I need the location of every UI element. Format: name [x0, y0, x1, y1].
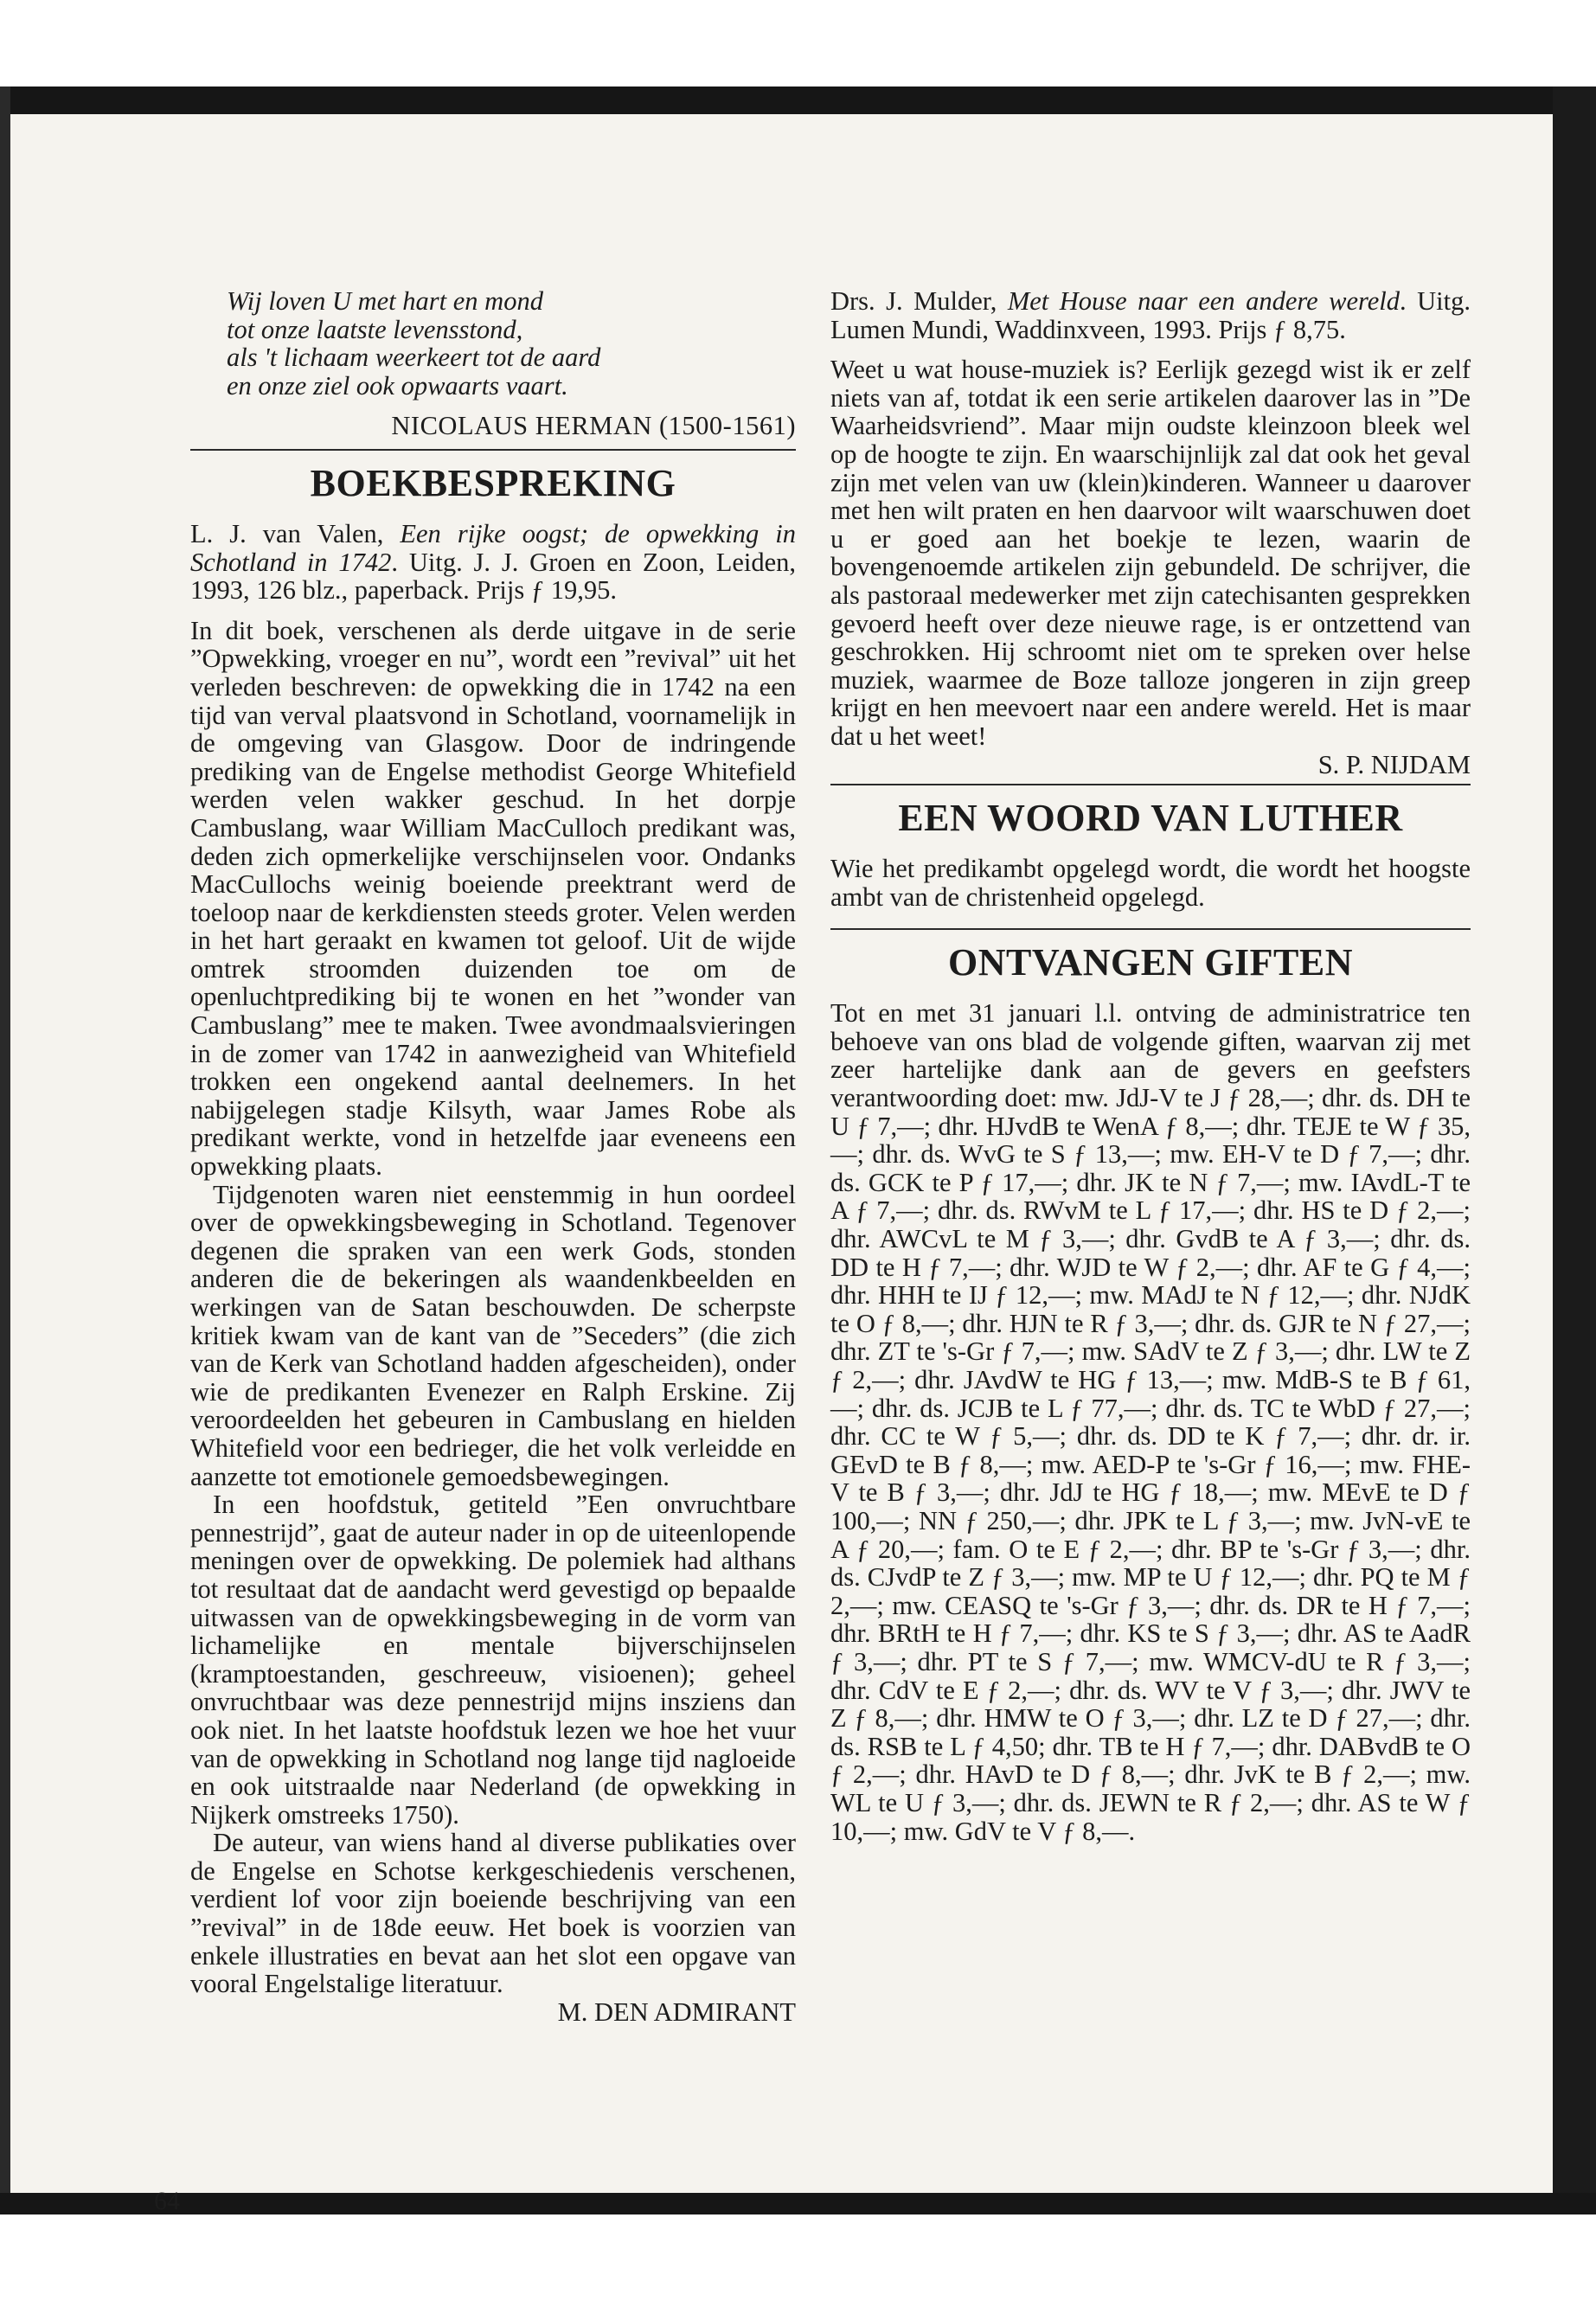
review-book-author: L. J. van Valen,	[190, 518, 401, 548]
house-paragraph: Weet u wat house-muziek is? Eerlijk gezegd wist ik er zelf niets van af, totdat ik een serie artikelen daarover las in ”De Waarheidsvriend”. Maar mijn oudste kleinzoon bleek wel op de hoogte te zijn. En waarschijnlijk zal dat ook het geval zijn met velen van uw (klein)kinderen. Wanneer u daarover met hen wilt praten en hen daarvoor wilt waarschuwen doet u er goed aan het boekje te lezen, waarin de bovengenoemde artikelen zijn gebundeld. De schrijver, die als pastoraal medewerker met zijn catechisanten gesprekken gevoerd heeft over deze nieuwe rage, is er ontzettend van geschrokken. Hij schroomt niet om te spreken over helse muziek, waarmee de Boze talloze jongeren in zijn greep krijgt en hen meevoert naar een andere wereld. Het is maar dat u het weet!	[830, 355, 1471, 751]
review-paragraph: In een hoofdstuk, getiteld ”Een onvruchtbare pennestrijd”, gaat de auteur nader in op de uiteenlopende meningen over de opwekking. De polemiek had althans tot resultaat dat de aandacht werd gevestigd op bepaalde uitwassen van de opwekkingsbeweging in de vorm van lichamelijke en mentale bijverschijnselen (kramptoestanden, geschreeuw, visioenen); geheel onvruchtbaar was deze pennestrijd mijns insziens dan ook niet. In het laatste hoofdstuk lezen we hoe het vuur van de opwekking in Schotland nog lange tijd nagloeide en ook uitstraalde naar Nederland (de opwekking in Nijkerk omstreeks 1750).	[190, 1490, 796, 1830]
luther-heading: EEN WOORD VAN LUTHER	[898, 797, 1403, 840]
poem-line: en onze ziel ook opwaarts vaart.	[227, 370, 568, 401]
right-column	[830, 287, 1471, 1845]
scan-left-border	[0, 87, 10, 2214]
review-paragraph: Tijdgenoten waren niet eenstemmig in hun oordeel over de opwekkingsbeweging in Schotland. Tegenover degenen die spraken van een werk Gods, stonden anderen die de bekeringen als waandenkbeelden en werkingen van de Satan beschouwden. De scherpste kritiek kwam van de kant van de ”Seceders” (die zich van de Kerk van Schotland hadden afgescheiden), onder wie de predikanten Evenezer en Ralph Erskine. Zij veroordeelden het gebeuren in Cambuslang en hielden Whitefield voor een bedrieger, die het volk verleidde en aanzette tot emotionele gemoedsbewegingen.	[190, 1179, 796, 1491]
poem-line: tot onze laatste levensstond,	[227, 314, 523, 344]
review-book-title: Een rijke oogst; de opwekking in Schotland in 1742	[190, 518, 796, 577]
poem-line: Wij loven U met hart en mond	[227, 286, 543, 316]
gifts-list: Tot en met 31 januari l.l. ontving de administratrice ten behoeve van ons blad de volgende giften, waarvan zij met zeer hartelijke dank aan de gevers en geefsters verantwoording doet: mw. JdJ-V te J ƒ 28,—; dhr. ds. DH te U ƒ 7,—; dhr. HJvdB te WenA ƒ 8,—; dhr. TEJE te W ƒ 35,—; dhr. ds. WvG te S ƒ 13,—; mw. EH-V te D ƒ 7,—; dhr. ds. GCK te P ƒ 17,—; dhr. JK te N ƒ 7,—; mw. IAvdL-T te A ƒ 7,—; dhr. ds. RWvM te L ƒ 17,—; dhr. HS te D ƒ 2,—; dhr. AWCvL te M ƒ 3,—; dhr. GvdB te A ƒ 3,—; dhr. ds. DD te H ƒ 7,—; dhr. WJD te W ƒ 2,—; dhr. AF te G ƒ 4,—; dhr. HHH te IJ ƒ 12,—; mw. MAdJ te N ƒ 12,—; dhr. NJdK te O ƒ 8,—; dhr. HJN te R ƒ 3,—; dhr. ds. GJR te N ƒ 27,—; dhr. ZT te 's-Gr ƒ 7,—; mw. SAdV te Z ƒ 3,—; dhr. LW te Z ƒ 2,—; dhr. JAvdW te HG ƒ 13,—; mw. MdB-S te B ƒ 61,—; dhr. ds. JCJB te L ƒ 77,—; dhr. ds. TC te WbD ƒ 27,—; dhr. CC te W ƒ 5,—; dhr. ds. DD te K ƒ 7,—; dhr. dr. ir. GEvD te B ƒ 8,—; mw. AED-P te 's-Gr ƒ 16,—; mw. FHE-V te B ƒ 3,—; dhr. JdJ te HG ƒ 18,—; mw. MEvE te D ƒ 100,—; NN ƒ 250,—; dhr. JPK te L ƒ 3,—; mw. JvN-vE te A ƒ 20,—; fam. O te E ƒ 2,—; dhr. BP te 's-Gr ƒ 3,—; dhr. ds. CJvdP te Z ƒ 3,—; mw. MP te U ƒ 12,—; dhr. PQ te M ƒ 2,—; mw. CEASQ te 's-Gr ƒ 3,—; dhr. ds. DR te H ƒ 7,—; dhr. BRtH te H ƒ 7,—; dhr. KS te S ƒ 3,—; dhr. AS te AadR ƒ 3,—; dhr. PT te S ƒ 7,—; mw. WMCV-dU te R ƒ 3,—; dhr. CdV te E ƒ 2,—; dhr. ds. WV te V ƒ 3,—; dhr. JWV te Z ƒ 8,—; dhr. HMW te O ƒ 3,—; dhr. LZ te D ƒ 27,—; dhr. ds. RSB te L ƒ 4,50; dhr. TB te H ƒ 7,—; dhr. DABvdB te O ƒ 2,—; dhr. HAvD te D ƒ 8,—; dhr. JvK te B ƒ 2,—; mw. WL te U ƒ 3,—; dhr. ds. JEWN te R ƒ 2,—; dhr. AS te W ƒ 10,—; mw. GdV te V ƒ 8,—.	[830, 998, 1471, 1846]
scan-bottom-border	[0, 2193, 1596, 2214]
review-book-details: . Uitg. J. J. Groen en Zoon, Leiden, 1993, 126 blz., paperback. Prijs ƒ 19,95.	[190, 547, 797, 606]
luther-quote: Wie het predikambt opgelegd wordt, die wordt het hoogste ambt van de christenheid opgelegd.	[830, 854, 1471, 912]
review-paragraph: In dit boek, verschenen als derde uitgave in de serie ”Opwekking, vroeger en nu”, wordt een ”revival” uit het verleden beschreven: de opwekking die in 1742 na een tijd van verval plaatsvond in Schotland, voornamelijk in de omgeving van Glasgow. Door de indringende prediking van de Engelse methodist George Whitefield werden velen wakker geschud. In het dorpje Cambuslang, waar William MacCulloch predikant was, deden zich opmerkelijke verschijnselen voor. Ondanks MacCullochs weinig boeiende preektrant werd de toeloop naar de kerkdiensten steeds groter. Velen werden in het hart geraakt en kwamen tot geloof. Uit de wijde omtrek stroomden duizenden toe om de openluchtprediking bij te wonen en het ”wonder van Cambuslang” mee te maken. Twee avondmaalsvieringen in de zomer van 1742 in aanwezigheid van Whitefield trokken een ongekend aantal deelnemers. In het nabijgelegen stadje Kilsyth, waar James Robe als predikant werkte, vond in hetzelfde jaar eveneens een opwekking plaats.	[190, 615, 796, 1182]
house-book-details: . Uitg. Lumen Mundi, Waddinxveen, 1993. Prijs ƒ 8,75.	[830, 286, 1471, 344]
poem-attribution: NICOLAUS HERMAN (1500-1561)	[391, 411, 796, 441]
poem	[227, 287, 796, 400]
gifts-heading: ONTVANGEN GIFTEN	[947, 941, 1354, 984]
review-signature: M. DEN ADMIRANT	[557, 1997, 796, 2027]
review-paragraph: De auteur, van wiens hand al diverse publikaties over de Engelse en Schotse kerkgeschiedenis verschenen, verdient lof voor zijn boeiende beschrijving van een ”revival” in de 18de eeuw. Het boek is voorzien van enkele illustraties en bevat aan het slot een opgave van vooral Engelstalige literatuur.	[190, 1828, 796, 1999]
page-number: 64	[154, 2187, 180, 2215]
house-signature: S. P. NIJDAM	[1317, 749, 1471, 779]
scan-top-border	[0, 87, 1596, 114]
magazine-page	[10, 114, 1553, 2215]
section-divider	[190, 449, 796, 451]
section-divider	[830, 928, 1471, 930]
review-book-info	[190, 520, 796, 605]
left-column	[190, 287, 796, 2026]
review-heading: BOEKBESPREKING	[310, 461, 676, 504]
house-book-info	[830, 287, 1471, 343]
house-book-author: Drs. J. Mulder,	[830, 286, 1008, 316]
house-book-title: Met House naar een andere wereld	[1007, 286, 1401, 316]
scan-right-border	[1553, 87, 1596, 2214]
section-divider	[830, 784, 1471, 785]
poem-line: als 't lichaam weerkeert tot de aard	[227, 343, 601, 373]
